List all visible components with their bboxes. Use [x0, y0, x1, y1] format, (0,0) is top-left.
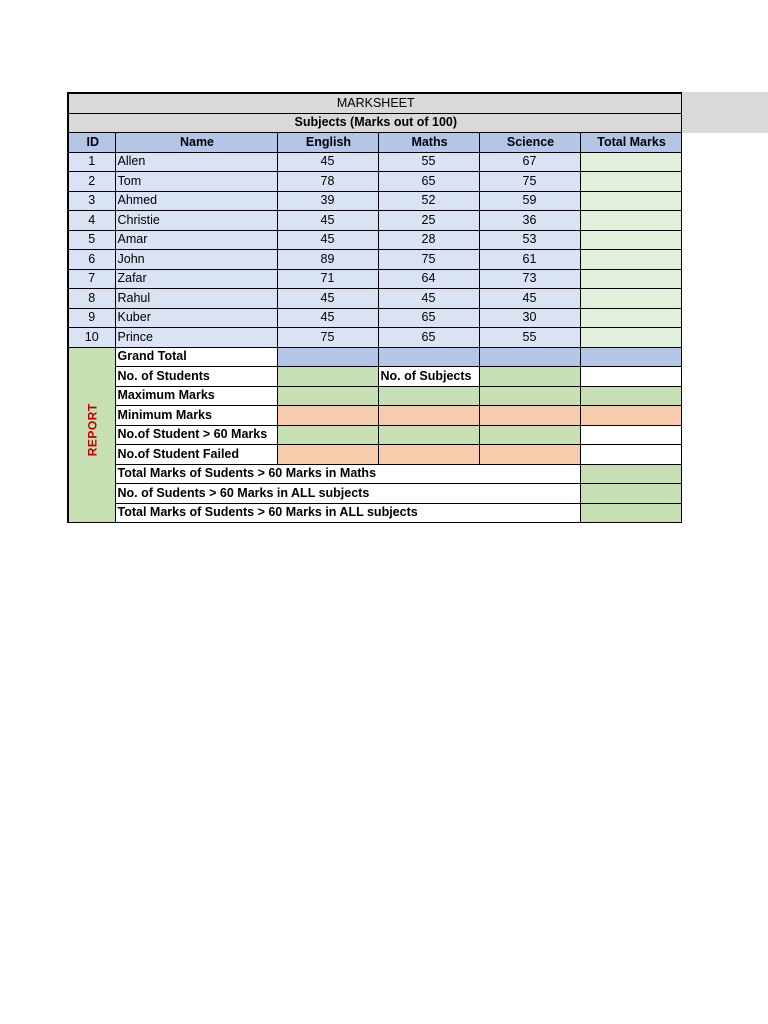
student-name[interactable]: Ahmed	[115, 191, 277, 211]
maths-mark[interactable]: 65	[378, 308, 479, 328]
english-mark[interactable]: 75	[277, 328, 378, 348]
student-name[interactable]: Rahul	[115, 289, 277, 309]
gt60-total[interactable]	[580, 425, 681, 445]
failed-english[interactable]	[277, 445, 378, 465]
grand-total-science[interactable]	[479, 347, 580, 367]
failed-maths[interactable]	[378, 445, 479, 465]
col-header-maths[interactable]: Maths	[378, 133, 479, 153]
total-all-gt-60-label[interactable]: Total Marks of Sudents > 60 Marks in ALL subjects	[115, 503, 580, 523]
minimum-maths[interactable]	[378, 406, 479, 426]
col-header-english[interactable]: English	[277, 133, 378, 153]
failed-total[interactable]	[580, 445, 681, 465]
students-failed-label[interactable]: No.of Student Failed	[115, 445, 277, 465]
student-rows	[68, 152, 681, 347]
col-header-total[interactable]: Total Marks	[580, 133, 681, 153]
col-header-name[interactable]: Name	[115, 133, 277, 153]
no-students-value[interactable]	[277, 367, 378, 387]
maths-mark[interactable]: 64	[378, 269, 479, 289]
report-label-cell	[68, 347, 115, 523]
no-subjects-empty[interactable]	[580, 367, 681, 387]
science-mark[interactable]: 67	[479, 152, 580, 172]
science-mark[interactable]: 30	[479, 308, 580, 328]
minimum-science[interactable]	[479, 406, 580, 426]
science-mark[interactable]: 55	[479, 328, 580, 348]
gt60-science[interactable]	[479, 425, 580, 445]
total-maths-gt-60-value[interactable]	[580, 464, 681, 484]
grand-total-label[interactable]: Grand Total	[115, 347, 277, 367]
maximum-marks-label[interactable]: Maximum Marks	[115, 386, 277, 406]
sheet-title: MARKSHEET	[68, 93, 681, 113]
student-id[interactable]: 2	[68, 172, 115, 192]
total-marks-cell[interactable]	[580, 152, 681, 172]
science-mark[interactable]: 73	[479, 269, 580, 289]
total-marks-cell[interactable]	[580, 191, 681, 211]
science-mark[interactable]: 75	[479, 172, 580, 192]
marksheet-table	[67, 92, 682, 523]
english-mark[interactable]: 78	[277, 172, 378, 192]
english-mark[interactable]: 45	[277, 289, 378, 309]
english-mark[interactable]: 39	[277, 191, 378, 211]
table-row	[68, 152, 681, 172]
table-row	[68, 250, 681, 270]
total-all-gt-60-value[interactable]	[580, 503, 681, 523]
minimum-marks-label[interactable]: Minimum Marks	[115, 406, 277, 426]
student-id[interactable]: 3	[68, 191, 115, 211]
no-all-gt-60-value[interactable]	[580, 484, 681, 504]
table-row	[68, 269, 681, 289]
english-mark[interactable]: 71	[277, 269, 378, 289]
no-students-label[interactable]: No. of Students	[115, 367, 277, 387]
table-row	[68, 308, 681, 328]
table-row	[68, 230, 681, 250]
total-marks-cell[interactable]	[580, 211, 681, 231]
science-mark[interactable]: 53	[479, 230, 580, 250]
science-mark[interactable]: 45	[479, 289, 580, 309]
maths-mark[interactable]: 55	[378, 152, 479, 172]
subjects-heading: Subjects (Marks out of 100)	[68, 113, 681, 133]
student-name[interactable]: Christie	[115, 211, 277, 231]
sheet-column-shading	[680, 92, 768, 133]
student-id[interactable]: 4	[68, 211, 115, 231]
total-marks-cell[interactable]	[580, 230, 681, 250]
failed-science[interactable]	[479, 445, 580, 465]
maths-mark[interactable]: 25	[378, 211, 479, 231]
grand-total-maths[interactable]	[378, 347, 479, 367]
maximum-science[interactable]	[479, 386, 580, 406]
student-id[interactable]: 10	[68, 328, 115, 348]
total-marks-cell[interactable]	[580, 250, 681, 270]
grand-total-english[interactable]	[277, 347, 378, 367]
english-mark[interactable]: 45	[277, 230, 378, 250]
maths-mark[interactable]: 65	[378, 328, 479, 348]
header-row	[68, 133, 681, 153]
total-marks-cell[interactable]	[580, 308, 681, 328]
no-subjects-value[interactable]	[479, 367, 580, 387]
student-name[interactable]: Tom	[115, 172, 277, 192]
english-mark[interactable]: 45	[277, 211, 378, 231]
maths-mark[interactable]: 65	[378, 172, 479, 192]
table-row	[68, 211, 681, 231]
total-marks-cell[interactable]	[580, 172, 681, 192]
table-row	[68, 191, 681, 211]
student-id[interactable]: 5	[68, 230, 115, 250]
table-row	[68, 328, 681, 348]
student-id[interactable]: 9	[68, 308, 115, 328]
col-header-id[interactable]: ID	[68, 133, 115, 153]
report-label: REPORT	[85, 403, 100, 457]
maths-mark[interactable]: 52	[378, 191, 479, 211]
student-name[interactable]: Allen	[115, 152, 277, 172]
student-id[interactable]: 1	[68, 152, 115, 172]
table-row	[68, 289, 681, 309]
grand-total-total[interactable]	[580, 347, 681, 367]
minimum-total[interactable]	[580, 406, 681, 426]
total-marks-cell[interactable]	[580, 289, 681, 309]
table-row	[68, 172, 681, 192]
maximum-total[interactable]	[580, 386, 681, 406]
maximum-english[interactable]	[277, 386, 378, 406]
total-maths-gt-60-label[interactable]: Total Marks of Sudents > 60 Marks in Maths	[115, 464, 580, 484]
science-mark[interactable]: 61	[479, 250, 580, 270]
english-mark[interactable]: 45	[277, 152, 378, 172]
maths-mark[interactable]: 45	[378, 289, 479, 309]
student-id[interactable]: 6	[68, 250, 115, 270]
maths-mark[interactable]: 75	[378, 250, 479, 270]
gt60-english[interactable]	[277, 425, 378, 445]
maths-mark[interactable]: 28	[378, 230, 479, 250]
no-subjects-label[interactable]: No. of Subjects	[378, 367, 479, 387]
science-mark[interactable]: 59	[479, 191, 580, 211]
total-marks-cell[interactable]	[580, 328, 681, 348]
students-gt-60-label[interactable]: No.of Student > 60 Marks	[115, 425, 277, 445]
student-name[interactable]: Amar	[115, 230, 277, 250]
student-id[interactable]: 7	[68, 269, 115, 289]
student-id[interactable]: 8	[68, 289, 115, 309]
science-mark[interactable]: 36	[479, 211, 580, 231]
maximum-maths[interactable]	[378, 386, 479, 406]
minimum-english[interactable]	[277, 406, 378, 426]
no-all-gt-60-label[interactable]: No. of Sudents > 60 Marks in ALL subjects	[115, 484, 580, 504]
student-name[interactable]: Prince	[115, 328, 277, 348]
gt60-maths[interactable]	[378, 425, 479, 445]
total-marks-cell[interactable]	[580, 269, 681, 289]
student-name[interactable]: Kuber	[115, 308, 277, 328]
student-name[interactable]: John	[115, 250, 277, 270]
student-name[interactable]: Zafar	[115, 269, 277, 289]
col-header-science[interactable]: Science	[479, 133, 580, 153]
english-mark[interactable]: 45	[277, 308, 378, 328]
english-mark[interactable]: 89	[277, 250, 378, 270]
